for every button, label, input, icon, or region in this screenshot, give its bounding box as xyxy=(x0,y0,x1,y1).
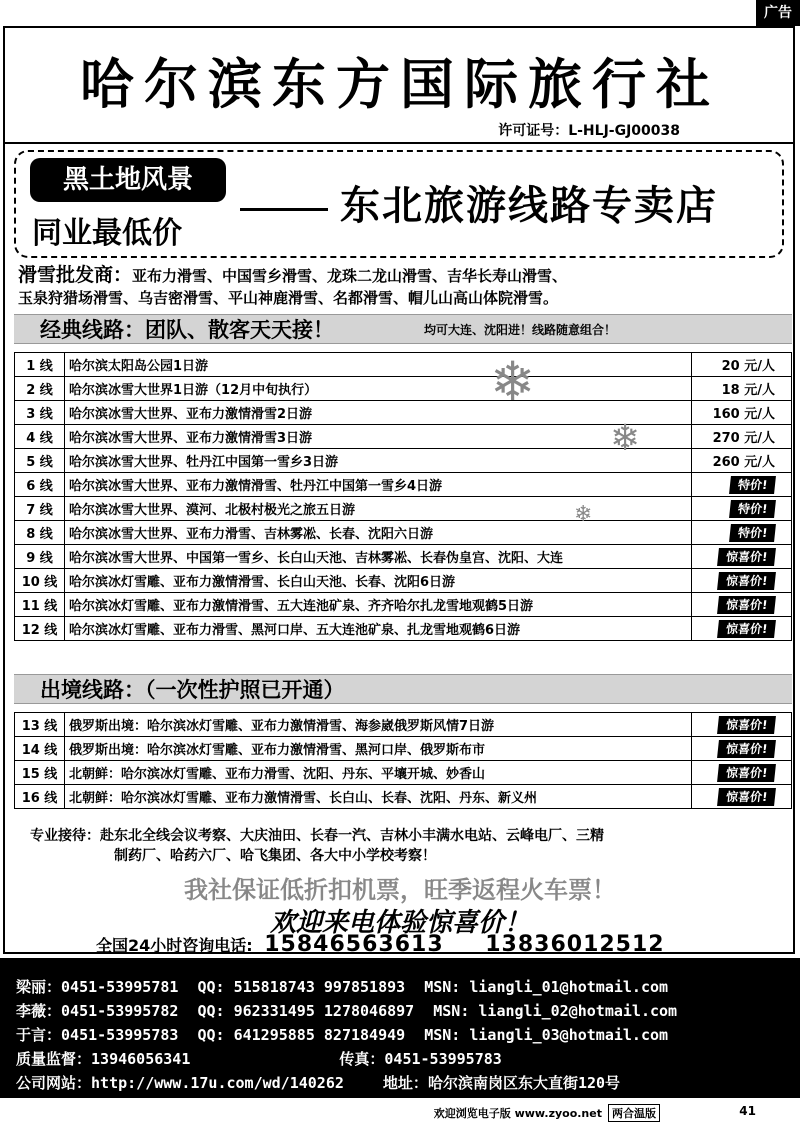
reception-line-1: 专业接待：赴东北全线会议考察、大庆油田、长春一汽、吉林小丰满水电站、云峰电厂、三精 xyxy=(30,828,604,844)
route-number-cell xyxy=(15,713,65,737)
route-description-cell xyxy=(65,377,692,401)
route-row xyxy=(15,401,792,425)
route-description-cell xyxy=(65,761,692,785)
route-description-cell xyxy=(65,569,692,593)
route-row xyxy=(15,785,792,809)
route-row xyxy=(15,737,792,761)
route-description-cell xyxy=(65,617,692,641)
company-name: 哈尔滨东方国际旅行社 xyxy=(80,53,720,116)
route-description: 哈尔滨冰雪大世界1日游（12月中旬执行） xyxy=(69,383,318,398)
snowflake-icon: ❄ xyxy=(610,418,641,459)
route-row xyxy=(15,425,792,449)
route-description-cell xyxy=(65,737,692,761)
route-price-cell xyxy=(692,425,792,449)
contact-qq: QQ: 641295885 827184949 xyxy=(197,1026,406,1044)
contact-name: 于言： xyxy=(16,1026,62,1044)
supervision-phone: 13946056341 xyxy=(91,1050,191,1068)
contact-name: 李薇： xyxy=(16,1002,62,1020)
route-price: 惊喜价! xyxy=(717,572,776,590)
contact-phone: 0451-53995782 xyxy=(61,1002,179,1020)
snowflake-icon: ❄ xyxy=(574,502,593,527)
classic-routes-table xyxy=(14,352,792,641)
route-price-cell xyxy=(692,521,792,545)
route-price-cell xyxy=(692,737,792,761)
route-number: 7 线 xyxy=(26,503,53,518)
route-description-cell xyxy=(65,473,692,497)
route-number: 11 线 xyxy=(21,599,58,614)
route-number-cell xyxy=(15,497,65,521)
route-price: 260 元/人 xyxy=(712,455,775,470)
route-price-cell xyxy=(692,401,792,425)
contact-qq: QQ: 515818743 997851893 xyxy=(197,978,406,996)
route-price-cell xyxy=(692,353,792,377)
route-price: 特价! xyxy=(729,524,776,542)
contact-msn: MSN: liangli_01@hotmail.com xyxy=(424,978,669,996)
footer-text: 欢迎浏览电子版 www.zyoo.net xyxy=(433,1107,602,1120)
route-number: 10 线 xyxy=(21,575,58,590)
route-row xyxy=(15,593,792,617)
route-number: 16 线 xyxy=(21,791,58,806)
contact-name: 梁丽： xyxy=(16,978,62,996)
contact-row xyxy=(16,976,668,997)
route-description-cell xyxy=(65,449,692,473)
route-number-cell xyxy=(15,785,65,809)
route-description: 哈尔滨太阳岛公园1日游 xyxy=(69,359,209,374)
outbound-routes-table xyxy=(14,712,792,809)
route-row xyxy=(15,449,792,473)
snowflake-icon: ❄ xyxy=(490,350,536,413)
hotline-phone-2: 13836012512 xyxy=(485,932,665,957)
welcome-slogan: 欢迎来电体验惊喜价！ xyxy=(269,908,530,938)
route-description-cell xyxy=(65,401,692,425)
route-price: 惊喜价! xyxy=(717,764,776,782)
route-row xyxy=(15,713,792,737)
route-number-cell xyxy=(15,521,65,545)
route-price: 惊喜价! xyxy=(717,548,776,566)
route-price-cell xyxy=(692,545,792,569)
route-number-cell xyxy=(15,569,65,593)
route-price: 18 元/人 xyxy=(721,383,775,398)
classic-note: 均可大连、沈阳进！线路随意组合！ xyxy=(424,323,617,337)
website-label: 公司网站： xyxy=(16,1074,92,1092)
page-number: 41 xyxy=(739,1104,756,1118)
route-description: 哈尔滨冰雪大世界、亚布力激情滑雪、牡丹江中国第一雪乡4日游 xyxy=(69,479,443,494)
supervision-label: 质量监督： xyxy=(16,1050,92,1068)
route-number: 15 线 xyxy=(21,767,58,782)
license-number: 许可证号：L-HLJ-GJ00038 xyxy=(498,123,680,139)
route-description: 哈尔滨冰雪大世界、亚布力滑雪、吉林雾凇、长春、沈阳六日游 xyxy=(69,527,434,542)
route-number: 5 线 xyxy=(26,455,53,470)
route-description-cell xyxy=(65,353,692,377)
route-number-cell xyxy=(15,617,65,641)
route-number-cell xyxy=(15,593,65,617)
route-number: 4 线 xyxy=(26,431,53,446)
route-number-cell xyxy=(15,545,65,569)
reception-line-2: 制药厂、哈药六厂、哈飞集团、各大中小学校考察！ xyxy=(114,848,436,864)
route-price-cell xyxy=(692,593,792,617)
fax-number: 0451-53995783 xyxy=(384,1050,502,1068)
route-price-cell xyxy=(692,377,792,401)
route-description-cell xyxy=(65,545,692,569)
hotline-label: 全国24小时咨询电话: xyxy=(96,936,253,955)
contact-phone: 0451-53995781 xyxy=(61,978,179,996)
hotline-phone-1: 15846563613 xyxy=(264,932,444,957)
route-price-cell xyxy=(692,713,792,737)
classic-banner xyxy=(14,314,792,344)
supervision-row xyxy=(16,1048,502,1069)
ski-line-1: 亚布力滑雪、中国雪乡滑雪、龙珠二龙山滑雪、吉华长寿山滑雪、 xyxy=(132,267,568,285)
route-description: 北朝鲜：哈尔滨冰灯雪雕、亚布力滑雪、沈阳、丹东、平壤开城、妙香山 xyxy=(69,767,486,782)
route-description: 哈尔滨冰雪大世界、中国第一雪乡、长白山天池、吉林雾凇、长春伪皇宫、沈阳、大连 xyxy=(69,551,564,566)
contact-qq: QQ: 962331495 1278046897 xyxy=(197,1002,415,1020)
route-number-cell xyxy=(15,761,65,785)
contact-row xyxy=(16,1024,668,1045)
footer-box: 两合温版 xyxy=(608,1104,660,1122)
fax-label: 传真： xyxy=(339,1050,385,1068)
route-number-cell xyxy=(15,425,65,449)
route-price-cell xyxy=(692,785,792,809)
route-price: 270 元/人 xyxy=(712,431,775,446)
route-description: 俄罗斯出境：哈尔滨冰灯雪雕、亚布力激情滑雪、黑河口岸、俄罗斯布市 xyxy=(69,743,486,758)
website-url: http://www.17u.com/wd/140262 xyxy=(91,1074,344,1092)
route-number-cell xyxy=(15,737,65,761)
route-number: 12 线 xyxy=(21,623,58,638)
route-price: 特价! xyxy=(729,476,776,494)
route-row xyxy=(15,761,792,785)
promo-dash xyxy=(240,208,328,211)
footer xyxy=(434,1104,660,1122)
outbound-title: 出境线路：（一次性护照已开通） xyxy=(40,678,345,702)
outbound-banner xyxy=(14,674,792,704)
route-number: 8 线 xyxy=(26,527,53,542)
route-description: 哈尔滨冰雪大世界、亚布力激情滑雪3日游 xyxy=(69,431,313,446)
route-description: 哈尔滨冰雪大世界、牡丹江中国第一雪乡3日游 xyxy=(69,455,339,470)
route-row xyxy=(15,569,792,593)
divider xyxy=(5,142,793,144)
contact-msn: MSN: liangli_02@hotmail.com xyxy=(433,1002,678,1020)
route-description: 哈尔滨冰灯雪雕、亚布力滑雪、黑河口岸、五大连池矿泉、扎龙雪地观鹤6日游 xyxy=(69,623,521,638)
route-description-cell xyxy=(65,785,692,809)
route-number: 14 线 xyxy=(21,743,58,758)
contact-phone: 0451-53995783 xyxy=(61,1026,179,1044)
route-price-cell xyxy=(692,473,792,497)
guarantee-slogan: 我社保证低折扣机票，旺季返程火车票！ xyxy=(184,876,616,904)
route-number: 1 线 xyxy=(26,359,53,374)
ski-label: 滑雪批发商： xyxy=(18,264,133,286)
promo-low-price: 同业最低价 xyxy=(32,216,182,251)
route-description: 俄罗斯出境：哈尔滨冰灯雪雕、亚布力激情滑雪、海参崴俄罗斯风情7日游 xyxy=(69,719,495,734)
route-description-cell xyxy=(65,593,692,617)
route-description: 北朝鲜：哈尔滨冰灯雪雕、亚布力激情滑雪、长白山、长春、沈阳、丹东、新义州 xyxy=(69,791,538,806)
promo-black-label: 黑土地风景 xyxy=(30,158,226,202)
route-number: 6 线 xyxy=(26,479,53,494)
professional-reception xyxy=(30,826,770,866)
route-number: 2 线 xyxy=(26,383,53,398)
route-price: 惊喜价! xyxy=(717,740,776,758)
route-row xyxy=(15,353,792,377)
ski-line-2: 玉泉狩猎场滑雪、乌吉密滑雪、平山神鹿滑雪、名都滑雪、帽儿山高山体院滑雪。 xyxy=(18,289,559,307)
route-price: 特价! xyxy=(729,500,776,518)
contact-row xyxy=(16,1000,677,1021)
route-price: 20 元/人 xyxy=(721,359,775,374)
route-description: 哈尔滨冰灯雪雕、亚布力激情滑雪、五大连池矿泉、齐齐哈尔扎龙雪地观鹤5日游 xyxy=(69,599,534,614)
classic-title: 经典线路：团队、散客天天接！ xyxy=(40,318,334,342)
route-description: 哈尔滨冰雪大世界、亚布力激情滑雪2日游 xyxy=(69,407,313,422)
route-number-cell xyxy=(15,377,65,401)
promo-store-title: 东北旅游线路专卖店 xyxy=(340,183,718,229)
ad-tag: 广告 xyxy=(756,0,800,26)
route-price-cell xyxy=(692,617,792,641)
route-description-cell xyxy=(65,497,692,521)
route-description-cell xyxy=(65,713,692,737)
route-number-cell xyxy=(15,401,65,425)
route-row xyxy=(15,521,792,545)
route-price-cell xyxy=(692,569,792,593)
route-number-cell xyxy=(15,473,65,497)
route-number-cell xyxy=(15,353,65,377)
route-description-cell xyxy=(65,521,692,545)
website-row xyxy=(16,1072,620,1093)
route-number-cell xyxy=(15,449,65,473)
ski-wholesale xyxy=(18,264,788,309)
route-row xyxy=(15,617,792,641)
route-number: 3 线 xyxy=(26,407,53,422)
address: 哈尔滨南岗区东大直街120号 xyxy=(427,1074,621,1092)
route-price: 160 元/人 xyxy=(712,407,775,422)
route-row xyxy=(15,545,792,569)
route-price: 惊喜价! xyxy=(717,596,776,614)
route-row xyxy=(15,473,792,497)
route-price: 惊喜价! xyxy=(717,620,776,638)
route-price: 惊喜价! xyxy=(717,788,776,806)
route-price: 惊喜价! xyxy=(717,716,776,734)
route-price-cell xyxy=(692,449,792,473)
route-description-cell xyxy=(65,425,692,449)
route-price-cell xyxy=(692,497,792,521)
route-number: 9 线 xyxy=(26,551,53,566)
contact-panel xyxy=(0,958,800,1098)
route-description: 哈尔滨冰灯雪雕、亚布力激情滑雪、长白山天池、长春、沈阳6日游 xyxy=(69,575,456,590)
address-label: 地址： xyxy=(382,1074,428,1092)
route-number: 13 线 xyxy=(21,719,58,734)
hotline xyxy=(96,932,665,957)
route-price-cell xyxy=(692,761,792,785)
route-description: 哈尔滨冰雪大世界、漠河、北极村极光之旅五日游 xyxy=(69,503,356,518)
route-row xyxy=(15,497,792,521)
route-row xyxy=(15,377,792,401)
contact-msn: MSN: liangli_03@hotmail.com xyxy=(424,1026,669,1044)
